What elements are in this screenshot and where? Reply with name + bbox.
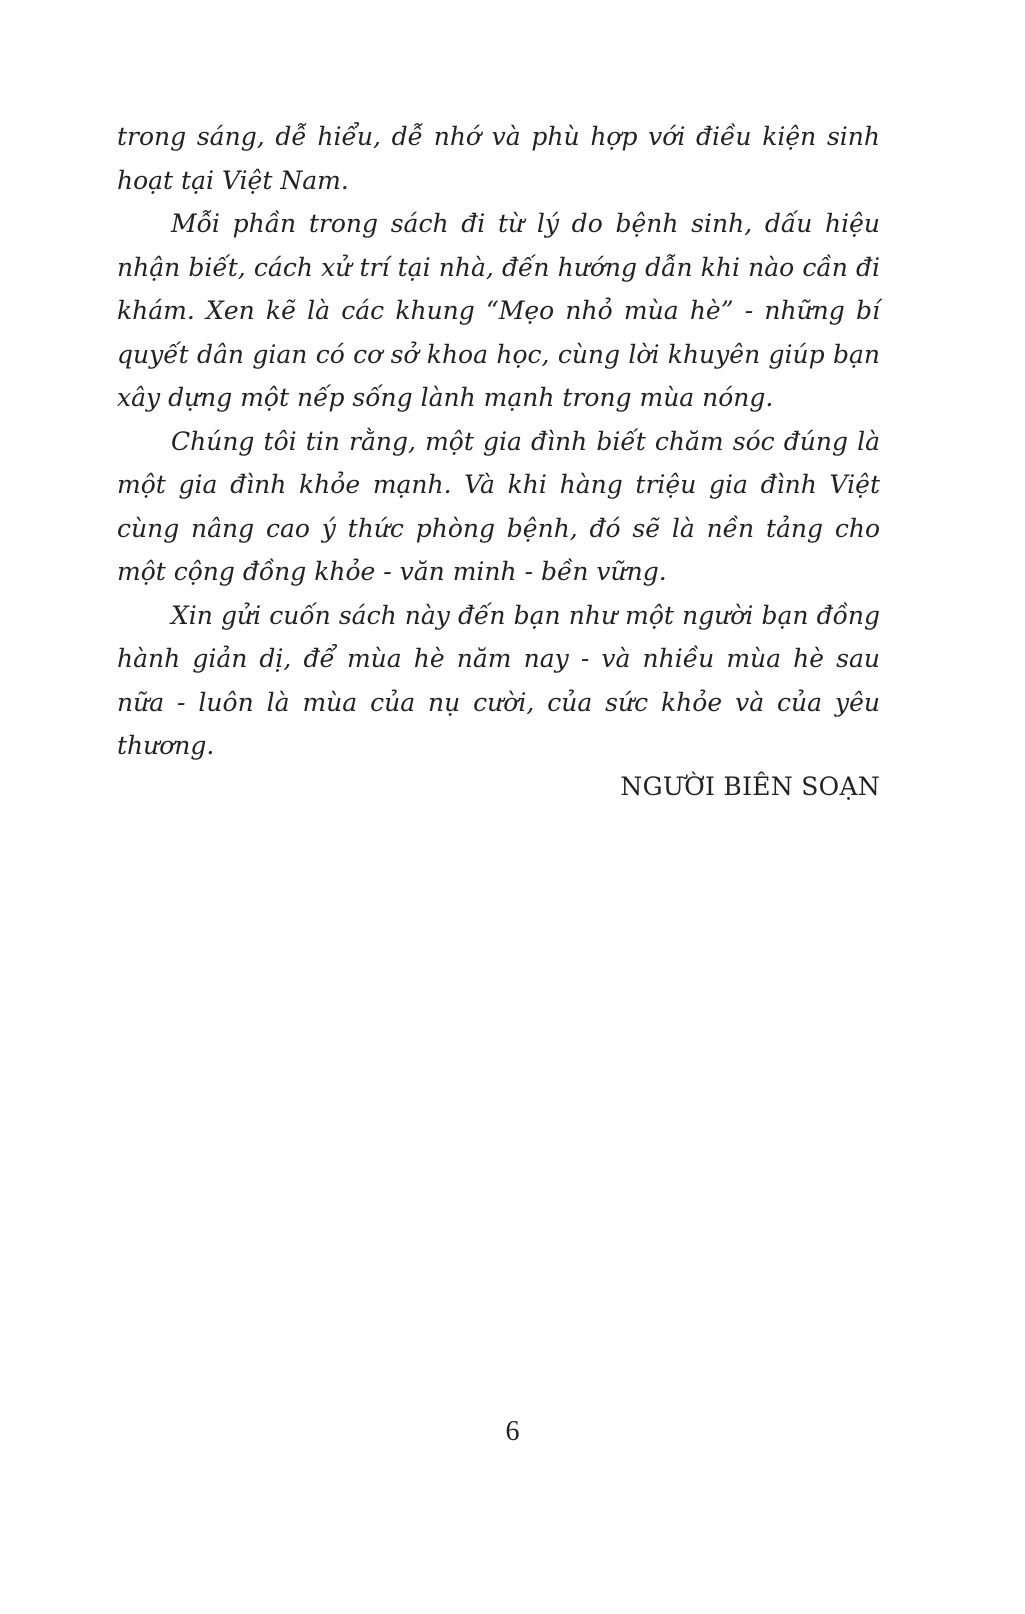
paragraph-structure: Mỗi phần trong sách đi từ lý do bệnh sinh, dấu hiệu nhận biết, cách xử trí tại nhà, đến hướng dẫn khi nào cần đi khám. Xen kẽ là các khung “Mẹo nhỏ mùa hè” - những bí quyết dân gian có cơ sở khoa học, cùng lời khuyên giúp bạn xây dựng một nếp sống lành mạnh trong mùa nóng. (117, 209, 880, 412)
paragraph-continuation: trong sáng, dễ hiểu, dễ nhớ và phù hợp với điều kiện sinh hoạt tại Việt Nam. (117, 122, 880, 195)
paragraph-dedication: Xin gửi cuốn sách này đến bạn như một người bạn đồng hành giản dị, để mùa hè năm nay - và nhiều mùa hè sau nữa - luôn là mùa của nụ cười, của sức khỏe và của yêu thương. (117, 600, 880, 760)
body-text (117, 115, 880, 768)
author-signature: NGƯỜI BIÊN SOẠN (620, 772, 880, 801)
page-number: 6 (505, 1416, 520, 1447)
paragraph-belief: Chúng tôi tin rằng, một gia đình biết chăm sóc đúng là một gia đình khỏe mạnh. Và khi hàng triệu gia đình Việt cùng nâng cao ý thức phòng bệnh, đó sẽ là nền tảng cho một cộng đồng khỏe - văn minh - bền vững. (117, 426, 880, 586)
